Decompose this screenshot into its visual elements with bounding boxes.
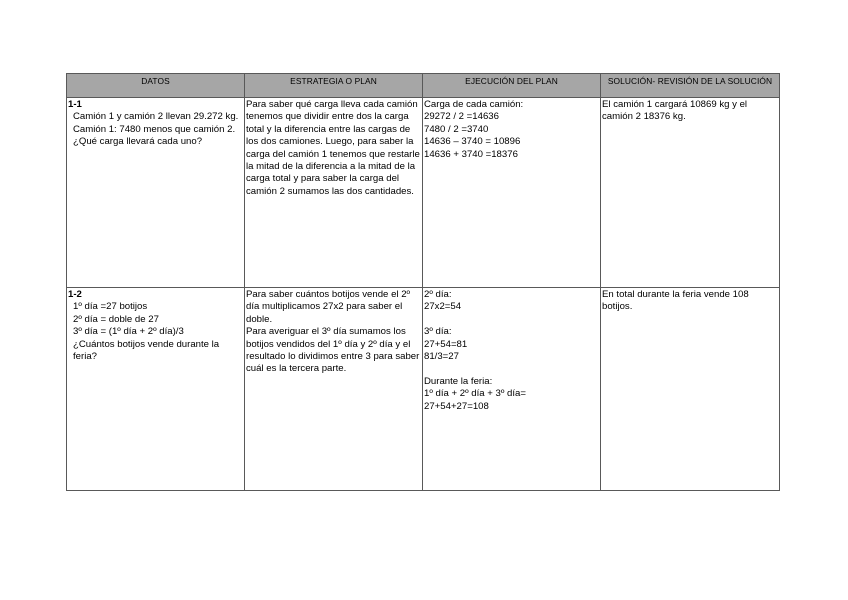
datos-line: Camión 1 y camión 2 llevan 29.272 kg.	[73, 111, 239, 123]
cell-estrategia	[245, 288, 423, 491]
header-ejecucion: EJECUCIÓN DEL PLAN	[423, 74, 601, 98]
ejecucion-line: Carga de cada camión:	[424, 99, 524, 110]
ejecucion-line: 7480 / 2 =3740	[424, 123, 489, 135]
datos-line: 3º día = (1º día + 2º día)/3	[73, 326, 184, 338]
spacer	[424, 363, 599, 375]
problem-number: 1-1	[68, 99, 82, 110]
cell-solucion	[601, 288, 780, 491]
datos-line: 2º día = doble de 27	[73, 313, 159, 325]
solucion-text: En total durante la feria vende 108 botijos.	[602, 289, 749, 313]
ejecucion-line: 81/3=27	[424, 351, 459, 363]
datos-line: 1º día =27 botijos	[73, 301, 148, 313]
cell-datos	[67, 98, 245, 288]
ejecucion-line: 1º día + 2º día + 3º día=	[424, 388, 526, 400]
header-row	[67, 74, 780, 98]
header-solucion: SOLUCIÓN- REVISIÓN DE LA SOLUCIÓN	[601, 74, 780, 98]
datos-line: ¿Cuántos botijos vende durante la feria?	[73, 338, 220, 363]
cell-estrategia	[245, 98, 423, 288]
ejecucion-line: 2º día:	[424, 289, 452, 300]
ejecucion-line: 14636 – 3740 = 10896	[424, 136, 521, 148]
estrategia-text: Para averiguar el 3º día sumamos los botijos vendidos del 1º día y 2º día y el resultado lo dividimos entre 3 para saber cuál es la tercera parte.	[246, 326, 420, 375]
datos-line: ¿Qué carga llevará cada uno?	[73, 136, 203, 148]
ejecucion-line: 27+54+27=108	[424, 400, 489, 412]
cell-ejecucion	[423, 98, 601, 288]
header-datos: DATOS	[67, 74, 245, 98]
solucion-text: El camión 1 cargará 10869 kg y el camión 2 18376 kg.	[602, 99, 748, 123]
cell-datos	[67, 288, 245, 491]
datos-line: Camión 1: 7480 menos que camión 2.	[73, 123, 236, 135]
ejecucion-line: 3º día:	[424, 326, 452, 338]
ejecucion-line: 29272 / 2 =14636	[424, 111, 499, 123]
problem-number: 1-2	[68, 289, 82, 300]
table-row	[67, 288, 780, 491]
estrategia-text: Para saber qué carga lleva cada camión tenemos que dividir entre dos la carga total y la diferencia entre las cargas de los dos camiones. Luego, para saber la carga del camión 1 tenemos que restarle la mitad de la diferencia a la mitad de la carga total y para saber la carga del camión 2 sumamos las dos cantidades.	[246, 99, 420, 197]
problem-solving-table	[66, 73, 780, 491]
spacer	[424, 314, 599, 326]
cell-solucion	[601, 98, 780, 288]
ejecucion-line: Durante la feria:	[424, 375, 493, 387]
ejecucion-line: 27+54=81	[424, 338, 468, 350]
cell-ejecucion	[423, 288, 601, 491]
table-row	[67, 98, 780, 288]
ejecucion-line: 27x2=54	[424, 301, 462, 313]
header-estrategia: ESTRATEGIA O PLAN	[245, 74, 423, 98]
estrategia-text: Para saber cuántos botijos vende el 2º día multiplicamos 27x2 para saber el doble.	[246, 289, 411, 325]
ejecucion-line: 14636 + 3740 =18376	[424, 148, 518, 160]
